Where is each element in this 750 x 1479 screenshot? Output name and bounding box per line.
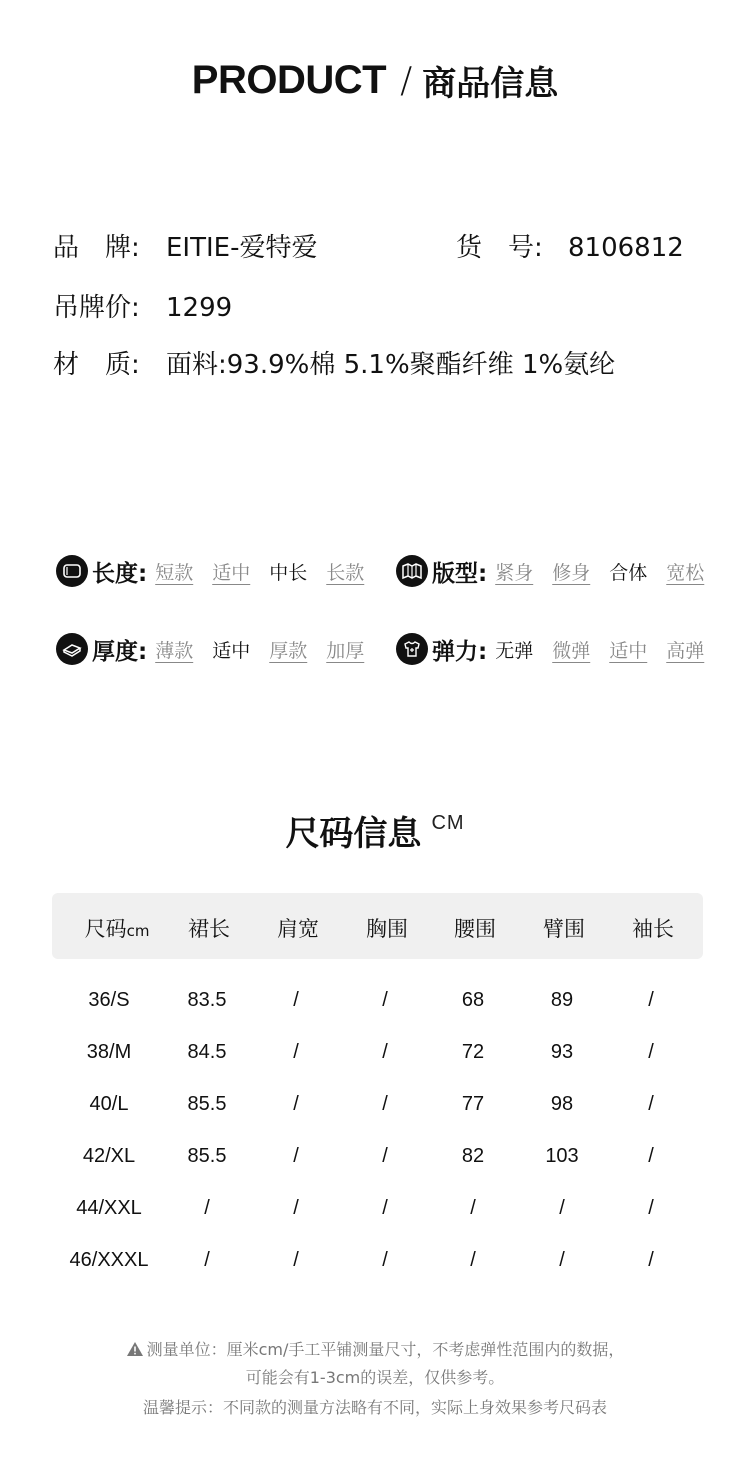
- fit-option-regular: 合体: [609, 561, 648, 584]
- table-cell: 77: [461, 1093, 485, 1115]
- table-cell: 72: [461, 1041, 485, 1063]
- table-cell: 84.5: [187, 1041, 227, 1063]
- fit-icon: [396, 555, 428, 587]
- table-cell: /: [293, 1197, 299, 1219]
- table-cell: /: [382, 1249, 388, 1271]
- price-row: [53, 287, 232, 324]
- attr-thickness-label: 厚度:: [92, 638, 148, 665]
- table-cell: 83.5: [187, 989, 227, 1011]
- table-cell: /: [204, 1249, 210, 1271]
- brand-label: 品 牌:: [53, 233, 140, 263]
- stretch-option-slight: 微弹: [552, 639, 591, 662]
- table-cell: 89: [550, 989, 574, 1011]
- table-row: [52, 1031, 703, 1083]
- length-option-midlong: 中长: [269, 561, 308, 584]
- table-cell: /: [293, 1145, 299, 1167]
- stretch-icon: [396, 633, 428, 665]
- size-info-title: [0, 806, 750, 855]
- material-value: 面料:93.9%棉 5.1%聚酯纤维 1%氨纶: [166, 350, 616, 380]
- price-label: 吊牌价:: [53, 293, 140, 323]
- table-cell: /: [470, 1197, 476, 1219]
- size-info-heading: 尺码信息: [285, 814, 422, 854]
- stretch-option-high: 高弹: [666, 639, 705, 662]
- table-cell: /: [382, 989, 388, 1011]
- col-waist: 腰围: [454, 917, 496, 941]
- thickness-option-thin: 薄款: [155, 639, 194, 662]
- title-en: PRODUCT: [191, 58, 387, 102]
- table-cell: /: [648, 1145, 654, 1167]
- brand-row: [53, 227, 317, 264]
- attr-length: [56, 554, 364, 588]
- table-cell: /: [382, 1093, 388, 1115]
- table-cell: /: [204, 1197, 210, 1219]
- sku-value: 8106812: [568, 233, 684, 263]
- stretch-option-medium: 适中: [609, 639, 648, 662]
- warning-icon: [126, 1341, 144, 1361]
- table-cell: 93: [550, 1041, 574, 1063]
- page-title: [0, 56, 750, 105]
- stretch-option-none: 无弹: [495, 639, 534, 662]
- table-cell: 42/XL: [82, 1145, 136, 1167]
- measurement-note-line2: 可能会有1-3cm的误差，仅供参考。: [245, 1368, 505, 1387]
- table-cell: /: [382, 1197, 388, 1219]
- size-info-unit: CM: [431, 812, 465, 834]
- table-row: [52, 1135, 703, 1187]
- title-slash: /: [400, 60, 413, 101]
- col-bust: 胸围: [366, 917, 408, 941]
- table-cell: /: [293, 1041, 299, 1063]
- table-cell: /: [382, 1145, 388, 1167]
- table-cell: /: [382, 1041, 388, 1063]
- attr-fit: [396, 554, 704, 588]
- attr-thickness: [56, 632, 364, 666]
- brand-value: EITIE-爱特爱: [166, 233, 318, 263]
- attr-stretch: [396, 632, 704, 666]
- col-shoulder: 肩宽: [277, 917, 319, 941]
- length-option-medium: 适中: [212, 561, 251, 584]
- col-sleeve: 袖长: [632, 917, 674, 941]
- table-cell: /: [470, 1249, 476, 1271]
- size-table-header: [52, 893, 703, 959]
- attr-stretch-label: 弹力:: [432, 638, 488, 665]
- length-option-long: 长款: [326, 561, 365, 584]
- col-dress-length: 裙长: [188, 917, 230, 941]
- attr-length-label: 长度:: [92, 560, 148, 587]
- fit-option-loose: 宽松: [666, 561, 705, 584]
- col-size-unit: cm: [126, 922, 150, 940]
- table-cell: /: [559, 1249, 565, 1271]
- table-cell: /: [293, 989, 299, 1011]
- table-row: [52, 979, 703, 1031]
- table-cell: 98: [550, 1093, 574, 1115]
- table-row: [52, 1239, 703, 1291]
- thickness-option-extra-thick: 加厚: [326, 639, 365, 662]
- fit-option-slim: 修身: [552, 561, 591, 584]
- table-cell: 40/L: [89, 1093, 129, 1115]
- col-arm: 臂围: [543, 917, 585, 941]
- thickness-icon: [56, 633, 88, 665]
- sku-label: 货 号:: [456, 233, 543, 263]
- title-zh: 商品信息: [422, 64, 559, 104]
- col-size: 尺码cm: [84, 917, 150, 941]
- table-cell: 85.5: [187, 1145, 227, 1167]
- material-row: [53, 344, 615, 381]
- table-cell: 85.5: [187, 1093, 227, 1115]
- measurement-note: [0, 1337, 750, 1361]
- table-cell: /: [648, 1093, 654, 1115]
- sku-row: [456, 227, 684, 264]
- table-cell: 44/XXL: [76, 1197, 142, 1219]
- table-row: [52, 1083, 703, 1135]
- table-cell: /: [648, 1041, 654, 1063]
- tip-note: 温馨提示：不同款的测量方法略有不同，实际上身效果参考尺码表: [142, 1398, 607, 1417]
- table-cell: /: [293, 1249, 299, 1271]
- price-value: 1299: [166, 293, 233, 323]
- attr-fit-label: 版型:: [432, 560, 488, 587]
- table-cell: 68: [461, 989, 485, 1011]
- table-cell: 46/XXXL: [69, 1249, 149, 1271]
- thickness-option-medium: 适中: [212, 639, 251, 662]
- table-cell: /: [648, 1249, 654, 1271]
- table-cell: 82: [461, 1145, 485, 1167]
- table-row: [52, 1187, 703, 1239]
- length-option-short: 短款: [155, 561, 194, 584]
- table-cell: /: [648, 989, 654, 1011]
- table-cell: 36/S: [88, 989, 130, 1011]
- table-cell: /: [559, 1197, 565, 1219]
- table-cell: /: [293, 1093, 299, 1115]
- table-cell: 38/M: [86, 1041, 132, 1063]
- table-cell: /: [648, 1197, 654, 1219]
- material-label: 材 质:: [53, 350, 140, 380]
- length-icon: [56, 555, 88, 587]
- fit-option-tight: 紧身: [495, 561, 534, 584]
- thickness-option-thick: 厚款: [269, 639, 308, 662]
- table-cell: 103: [545, 1145, 579, 1167]
- measurement-note-text: 测量单位：厘米cm/手工平铺测量尺寸，不考虑弹性范围内的数据，: [146, 1340, 625, 1359]
